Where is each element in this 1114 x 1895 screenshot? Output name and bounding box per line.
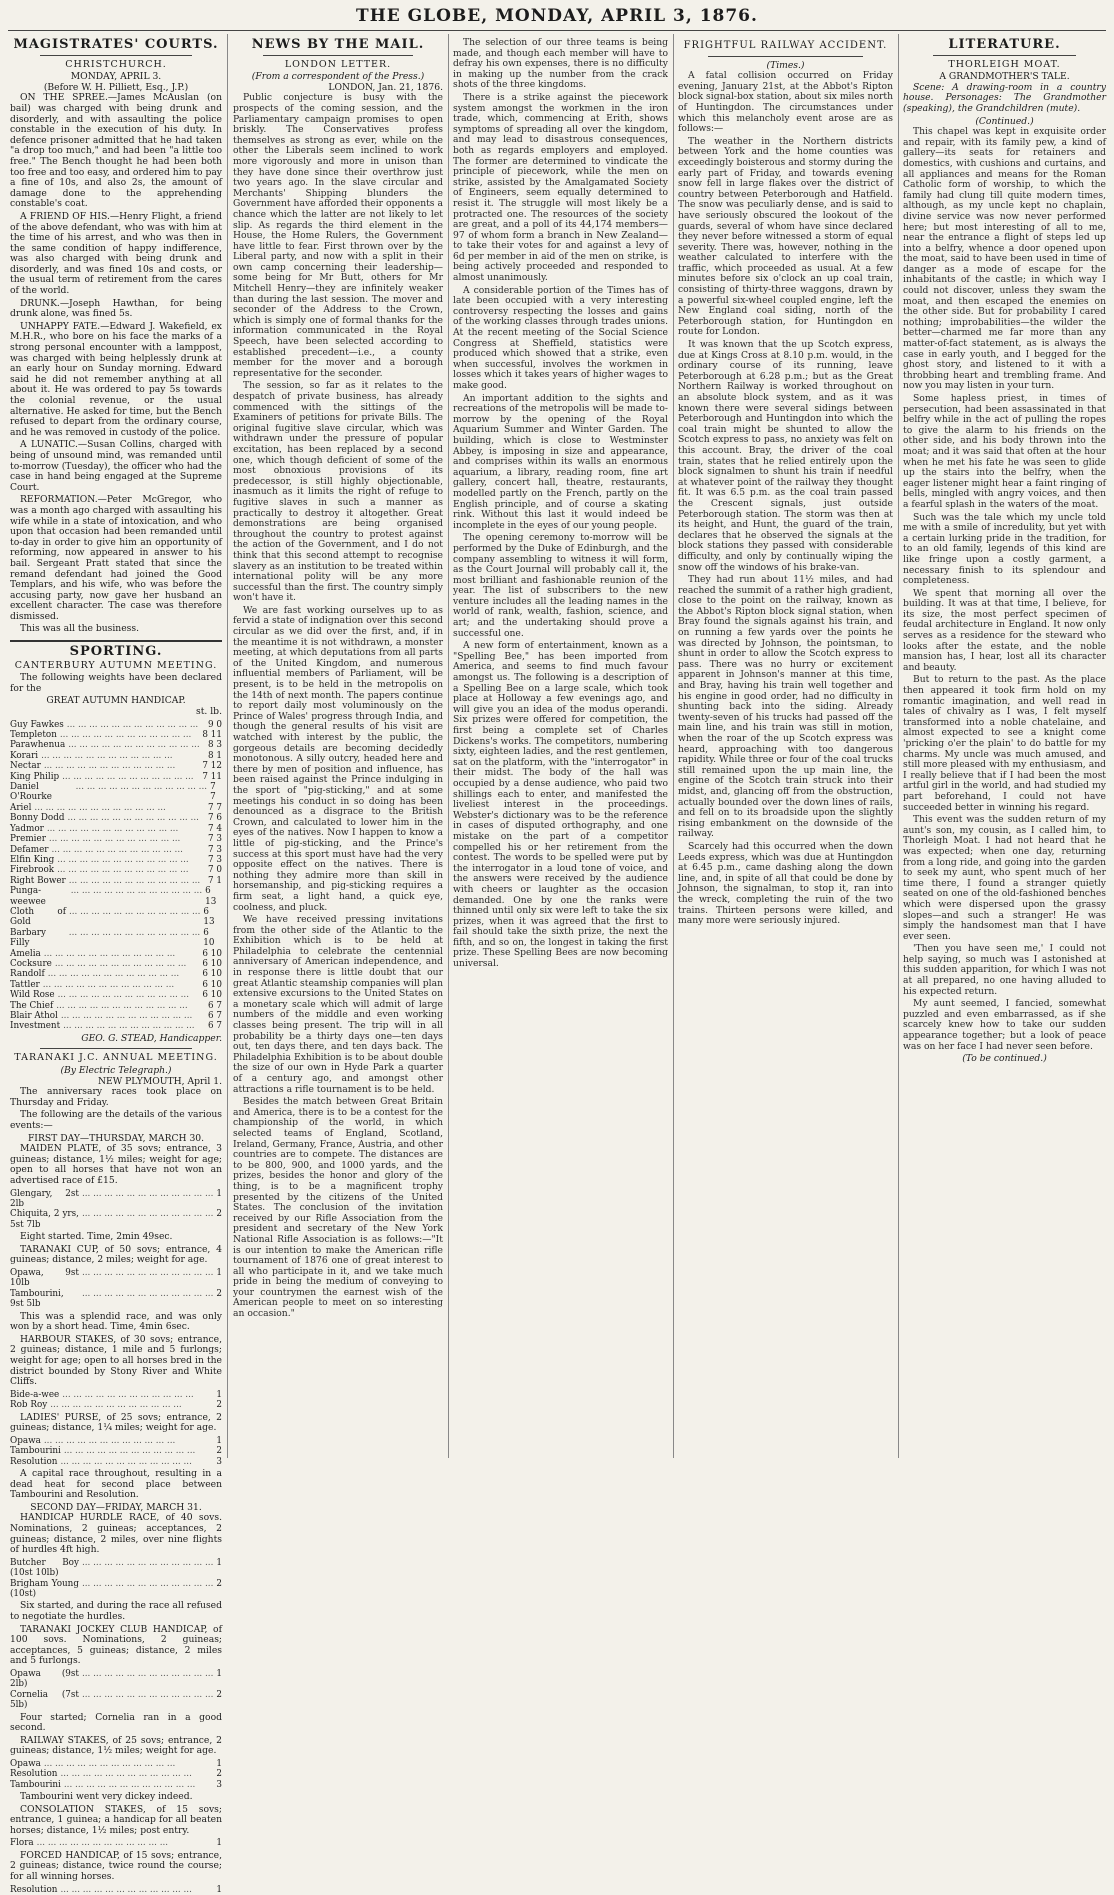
weight-row-value: 6 13: [205, 886, 217, 907]
leader-dots: ... ... ... ... ... ... ... ... ... ... ... ...: [68, 875, 201, 886]
weights-list: [10, 720, 222, 1032]
leader-dots: ... ... ... ... ... ... ... ... ... ... ... ...: [70, 886, 203, 897]
race-results: [10, 1390, 222, 1411]
race-note: This was a splendid race, and was only won by a short head. Time, 4min 6sec.: [10, 1310, 222, 1333]
weight-row: [10, 928, 222, 949]
section-title-literature: LITERATURE.: [948, 37, 1061, 52]
column-news-by-mail: [233, 38, 443, 1458]
result-row-name: Cornelia (7st 5lb): [10, 1689, 79, 1711]
column-divider: [448, 34, 449, 1458]
result-row-name: Opawa (9st 2lb): [10, 1668, 79, 1690]
result-row: [10, 1436, 222, 1446]
leader-dots: ... ... ... ... ... ... ... ... ... ... ... ...: [81, 1209, 214, 1220]
result-row-value: 2: [216, 1446, 222, 1457]
result-row-name: Tambourini: [10, 1779, 61, 1790]
article-paragraph: We have received pressing invitations from the other side of the Atlantic to the Exhibition which is to be held at Philadelphia to celebrate the centennial anniversary of American independence, and in response there is little doubt that our great Atlantic steamship companies will plan extensive excursions to the United States on a monetary scale which will admit of large numbers of the middle and even working classes being present. The trip will in all probability be a thirty days one—ten days out, ten days there, and ten days back. The Philadelphia Exhibition is to be about double the size of our own in Hyde Park a quarter of a century ago, and amongst other attractions a rifle tournament is to be held.: [233, 914, 443, 1095]
weight-row-value: 7 6: [208, 813, 222, 824]
weight-row-name: Tattler: [10, 979, 40, 990]
leader-dots: ... ... ... ... ... ... ... ... ... ... ... ...: [81, 1267, 214, 1278]
result-row: [10, 1669, 222, 1690]
weight-row-value: 9 0: [208, 719, 222, 730]
weight-row: [10, 772, 222, 782]
court-bench: (Before W. H. Pilliett, Esq., J.P.): [43, 81, 189, 93]
result-row-value: 1: [216, 1884, 222, 1895]
weight-row-value: 7 7: [210, 782, 216, 803]
leader-dots: ... ... ... ... ... ... ... ... ... ... ... ...: [42, 979, 175, 990]
story-paragraph: Some hapless priest, in times of persecution, had been assassinated in that belfry while in the act of pulling the ropes to give the alarm to his friends on the other side, and his body thrown into the moat; and it was said that often at the hour when he met his fate he was seen to glide up the stairs into the belfry, when the eager listener might hear a faint ringing of bells, mingled with angry voices, and then a fearful splash in the waters of the moat.: [903, 393, 1106, 510]
leader-dots: ... ... ... ... ... ... ... ... ... ... ... ...: [63, 1446, 196, 1457]
story-paragraph: This event was the sudden return of my aunt's son, my cousin, as I called him, to Thorleigh Moat. I had not heard that he was expected; when one day, returning from a long ride, and going into the garden to seek my aunt, who spent much of her time there, I found a stranger quietly seated on one of the old-fashioned benches which were dispersed upon the grassy slopes—and such a stranger! He was simply the handsomest man that I have ever seen.: [903, 814, 1106, 942]
weight-row: [10, 803, 222, 813]
weight-row: [10, 949, 222, 959]
story-scene: Scene: A drawing-room in a country house. Personages: The Grandmother (speaking), the Grandchildren (mute).: [903, 81, 1106, 114]
leader-dots: ... ... ... ... ... ... ... ... ... ... ... ...: [81, 1689, 214, 1700]
race-note: Eight started. Time, 2min 49sec.: [20, 1231, 173, 1243]
result-row-value: 2: [216, 1689, 222, 1700]
leader-dots: ... ... ... ... ... ... ... ... ... ... ... ...: [81, 1557, 214, 1568]
leader-dots: ... ... ... ... ... ... ... ... ... ... ... ...: [81, 1288, 214, 1299]
result-row-name: Opawa, 9st 10lb: [10, 1267, 79, 1289]
race-results: [10, 1268, 222, 1310]
result-row: [10, 1457, 222, 1467]
result-row: [10, 1579, 222, 1600]
weight-row-name: Elfin King: [10, 854, 55, 865]
weight-row-name: Guy Fawkes: [10, 719, 64, 730]
result-row-name: Butcher Boy (10st 10lb): [10, 1557, 79, 1579]
weight-row-name: Investment: [10, 1021, 61, 1032]
weight-row-value: 8 1: [208, 750, 222, 761]
result-row: [10, 1769, 222, 1779]
weight-row: [10, 886, 222, 907]
race-day-heading: SECOND DAY—FRIDAY, MARCH 31.: [30, 1501, 202, 1513]
leader-dots: ... ... ... ... ... ... ... ... ... ... ... ...: [47, 969, 180, 980]
weight-row-name: King Philip: [10, 771, 60, 782]
result-row-name: Resolution: [10, 1769, 58, 1780]
weight-row-value: 7 12: [202, 761, 222, 772]
leader-dots: ... ... ... ... ... ... ... ... ... ... ... ...: [57, 865, 189, 876]
weight-row-name: Wild Rose: [10, 990, 55, 1001]
result-row: [10, 1446, 222, 1456]
weight-row: [10, 969, 222, 979]
weight-row-name: The Chief: [10, 1000, 54, 1011]
result-row-name: Chiquita, 2 yrs, 5st 7lb: [10, 1209, 79, 1230]
weight-row-value: 6 13: [203, 906, 215, 928]
article-paragraph: The weather in the Northern districts between York and the home counties was exceedingly boisterous and stormy during the early part of Friday, and towards evening snow fell in large flakes over the district of country between Peterborough and Hatfield. The snow was peculiarly dense, and is said to have seriously obscured the lookout of the guards, several of whom have since declared they never before witnessed a storm of equal severity. There was, however, nothing in the weather calculated to interfere with the traffic, which proceeded as usual. At a few minutes before six o'clock an up coal train, consisting of thirty-three waggons, drawn by a powerful six-wheel coupled engine, left the New England coal siding, north of the Peterborough station, for Huntingdon en route for London.: [678, 135, 893, 338]
leader-dots: ... ... ... ... ... ... ... ... ... ... ... ...: [57, 990, 190, 1001]
result-row: [10, 1268, 222, 1289]
to-be-continued: (To be continued.): [962, 1053, 1047, 1065]
weight-row-name: Cloth of Gold: [10, 906, 66, 928]
leader-dots: ... ... ... ... ... ... ... ... ... ... ... ...: [66, 719, 199, 730]
race-description: HARBOUR STAKES, of 30 sovs; entrance, 2 guineas; distance, 1 mile and 5 furlongs; weight for age; open to all horses bred in the district bounded by Stony River and White Cliffs.: [10, 1333, 222, 1388]
weight-row-name: Barbary Filly: [10, 927, 46, 949]
story-paragraph: 'Then you have seen me,' I could not help saying, so much was I astonished at this sudden apparition, for which I was not at all prepared, no one having alluded to his expected return.: [903, 943, 1106, 997]
result-row: [10, 1400, 222, 1410]
weight-row-value: 6 10: [202, 969, 222, 980]
race-description: TARANAKI JOCKEY CLUB HANDICAP, of 100 sovs. Nominations, 2 guineas; acceptances, 5 guineas; distance, 2 miles and 5 furlongs.: [10, 1623, 222, 1667]
divider: [40, 55, 192, 56]
weight-row-name: Ariel: [10, 802, 32, 813]
race-description: CONSOLATION STAKES, of 15 sovs; entrance, 1 guinea; a handicap for all beaten horses; distance, 1½ miles; post entry.: [10, 1803, 222, 1836]
leader-dots: ... ... ... ... ... ... ... ... ... ... ... ...: [59, 730, 192, 741]
story-paragraph: This chapel was kept in exquisite order and repair, with its family pew, a kind of gallery—its seats for retainers and domestics, with cushions and curtains, and all appliances and means for the Roman Catholic form of worship, to which the family had clung till quite modern times, although, as my uncle kept no chaplain, divine service was now never performed here; but most interesting of all to me, near the entrance a flight of steps led up into a belfry, whence a door opened upon the moat, said to have been used in time of danger as a mode of escape for the inhabitants of the castle; in which way I could not discover, unless they swam the moat, and then escaped the enemies on the other side. But for probability I cared nothing; improbabilities—the wilder the better—charmed me far more than any matter-of-fact statement, as is always the case in early youth, and I begged for the ghost story, and listened to it with a throbbing heart and trembling frame. And now you may listen in your turn.: [903, 126, 1106, 392]
result-row-value: 1: [216, 1389, 222, 1400]
leader-dots: ... ... ... ... ... ... ... ... ... ... ... ...: [50, 1400, 182, 1411]
weight-row-value: 7 11: [202, 771, 222, 782]
article-paragraph: Public conjecture is busy with the prospects of the coming session, and the Parliamentary campaign promises to open briskly. The Conservatives profess themselves as strong as ever, while on the other the Liberals seem inclined to work more vigorously and more in unison than they have done since their overthrow just two years ago. In the slave circular and Merchants' Shipping blunders the Government have afforded their opponents a chance which the latter are not likely to let slip. As regards the third element in the House, the Home Rulers, the Government have little to fear. First thrown over by the Liberal party, and now with a split in their own camp concerning their leadership—some being for Mr Butt, others for Mr Mitchell Henry—they are infinitely weaker than during the last session. The mover and seconder of the Address to the Crown, which is simply one of formal thanks for the information communicated in the Royal Speech, have been selected according to established precedent—i.e., a county member for the mover and a borough representative for the seconder.: [233, 92, 443, 379]
result-row-name: Tambourini, 9st 5lb: [10, 1288, 64, 1310]
column-literature: [903, 38, 1106, 1458]
weight-row-name: Defamer: [10, 844, 49, 855]
leader-dots: ... ... ... ... ... ... ... ... ... ... ... ...: [48, 834, 181, 845]
race-results: [10, 1189, 222, 1231]
weight-row-value: 7 7: [208, 802, 222, 813]
race-results: [10, 1759, 222, 1790]
result-row-value: 2: [216, 1769, 222, 1780]
race-description: HANDICAP HURDLE RACE, of 40 sovs. Nominations, 2 guineas; acceptances, 2 guineas; distance, 2 miles, over nine flights of hurdles 4ft high.: [10, 1512, 222, 1556]
divider: [40, 1048, 192, 1049]
article-paragraph: Besides the match between Great Britain and America, there is to be a contest for the championship of the world, in which selected teams of England, Scotland, Ireland, Germany, France, Austria, and other countries are to compete. The distances are to be 800, 900, and 1000 yards, and the prizes, besides the honor and glory of the thing, is to be a magnificent trophy presented by the citizens of the United States. The conclusion of the invitation received by our Rifle Association from the president and secretary of the New York National Rifle Association is as follows:—"It is our intention to make the American rifle tournament of 1876 one of great interest to all who participate in it, and we take much pride in being the medium of conveying to your countrymen the earnest wish of the American people to meet on so interesting an occasion.": [233, 1096, 443, 1320]
weight-row-name: Randolf: [10, 969, 45, 980]
result-row-value: 1: [216, 1758, 222, 1769]
leader-dots: ... ... ... ... ... ... ... ... ... ... ... ...: [63, 1021, 195, 1032]
article-paragraph: A considerable portion of the Times has of late been occupied with a very interesting controversy respecting the losses and gains of the working classes through trades unions. At the recent meeting of the Social Science Congress at Sheffield, statistics were produced which showed that a strike, even when successful, involves the workmen in losses which it takes years of higher wages to make good.: [453, 284, 668, 391]
section-title-magistrates: MAGISTRATES' COURTS.: [13, 37, 219, 52]
weight-row-value: 7 3: [208, 834, 222, 845]
handicap-title: GREAT AUTUMN HANDICAP.: [46, 695, 186, 707]
weight-row: [10, 845, 222, 855]
weight-row-name: Templeton: [10, 730, 57, 741]
result-row-value: 2: [216, 1288, 222, 1299]
leader-dots: ... ... ... ... ... ... ... ... ... ... ... ...: [43, 1758, 176, 1769]
weight-row: [10, 761, 222, 771]
weight-row-value: 7 4: [208, 823, 222, 834]
section-title-news: NEWS BY THE MAIL.: [251, 37, 425, 52]
article-paragraph: The following weights have been declared for the: [10, 672, 222, 694]
race-results: [10, 1838, 222, 1848]
weight-row-value: 6 7: [208, 1000, 222, 1011]
weight-row-name: Firebrook: [10, 865, 55, 876]
weight-row: [10, 824, 222, 834]
weight-row-value: 6 10: [202, 979, 222, 990]
weight-row-name: Premier: [10, 834, 46, 845]
weight-row: [10, 959, 222, 969]
leader-dots: ... ... ... ... ... ... ... ... ... ... ... ...: [81, 1188, 214, 1199]
result-row: [10, 1209, 222, 1230]
article-paragraph: The session, so far as it relates to the despatch of private business, has already commenced with the sittings of the Examiners of petitions for private Bills. The original fugitive slave circular, which was withdrawn under the pressure of popular excitation, has been replaced by a second one, which though deficient of some of the most obnoxious provisions of its predecessor, is still highly objectionable, inasmuch as it limits the right of refuge to fugitive slaves in such a manner as practically to destroy it altogether. Great demonstrations are being organised throughout the country to protest against the action of the Government, and I do not think that this second attempt to recognise slavery as an institution to be treated within international polity will be any more successful than the first. The country simply won't have it.: [233, 380, 443, 604]
result-row-value: 1: [216, 1188, 222, 1199]
race-day-heading: FIRST DAY—THURSDAY, MARCH 30.: [27, 1132, 205, 1144]
leader-dots: ... ... ... ... ... ... ... ... ... ... ... ...: [34, 802, 166, 813]
article-paragraph: A fatal collision occurred on Friday evening, January 21st, at the Abbot's Ripton block signal-box station, about six miles north of Huntingdon. The circumstances under which this melancholy event arose are as follows:—: [678, 70, 893, 135]
court-name: CHRISTCHURCH.: [65, 58, 167, 70]
article-paragraph: We are fast working ourselves up to as fervid a state of indignation over this second circular as we did over the first, and, if in the meantime it is not withdrawn, a monster meeting, at which deputations from all parts of the United Kingdom, and numerous influential members of Parliament, will be present, is to be held in the metropolis on the 14th of next month. The papers continue to report daily most voluminously on the Prince of Wales' progress through India, and though the general results of his visit are watched with interest by the public, the gorgeous details are becoming decidedly monotonous. A silly outcry, headed here and there by men of position and influence, has been raised against the Prince indulging in the sport of "pig-sticking," and at some meetings his conduct in so doing has been denounced as a disgrace to the British Crown, and calculated to lower him in the eyes of the natives. Now I happen to know a little of pig-sticking, and the Prince's success at this sport must have had the very opposite effect on the natives. There is nothing they admire more than skill in horsemanship, and pig-sticking requires a firm seat, a light hand, a quick eye, coolness, and pluck.: [233, 604, 443, 913]
weight-row: [10, 980, 222, 990]
leader-dots: ... ... ... ... ... ... ... ... ... ... ... ...: [67, 813, 199, 824]
article-paragraph: A FRIEND OF HIS.—Henry Flight, a friend of the above defendant, who was with him at the time of his arrest, and who was then in the same condition of happy indifference, was also charged with being drunk and disorderly, and was fined 10s and costs, or the usual term of retirement from the cares of the world.: [10, 210, 222, 297]
weight-row: [10, 1021, 222, 1031]
result-row-name: Resolution: [10, 1884, 58, 1895]
column-railway-accident: [678, 38, 893, 1458]
weight-row-value: 6 7: [208, 1011, 222, 1021]
weight-row-value: 6 10: [203, 927, 215, 949]
weight-row-value: 6 10: [202, 948, 222, 959]
leader-dots: ... ... ... ... ... ... ... ... ... ... ... ...: [60, 1011, 193, 1021]
race-note: Six started, and during the race all refused to negotiate the hurdles.: [10, 1600, 222, 1622]
story-paragraph: We spent that morning all over the building. It was at that time, I believe, for its size, the most perfect specimen of feudal architecture in England. It now only serves as a residence for the steward who looks after the estate, and the noble mansion has, I hear, lost all its character and beauty.: [903, 587, 1106, 673]
leader-dots: ... ... ... ... ... ... ... ... ... ... ... ...: [54, 958, 187, 969]
race-description: RAILWAY STAKES, of 25 sovs; entrance, 2 guineas; distance, 1½ miles; weight for age.: [10, 1734, 222, 1757]
leader-dots: ... ... ... ... ... ... ... ... ... ... ... ...: [43, 1435, 176, 1446]
leader-dots: ... ... ... ... ... ... ... ... ... ... ... ...: [68, 740, 200, 751]
result-row-name: Brigham Young (10st): [10, 1578, 79, 1599]
weight-row-value: 7 0: [208, 865, 222, 876]
story-paragraph: But to return to the past. As the place then appeared it took firm hold on my romantic imagination, and well read in tales of chivalry as I was, I felt myself transformed into a noble chatelaine, and almost expected to see a knight come 'pricking o'er the plain' to do battle for my charms. My uncle was much amused, and still more pleased with my enthusiasm, and I really believe that if I had been the most artful girl in the world, and had studied my part beforehand, I could not have succeeded better in winning his regard.: [903, 674, 1106, 813]
meeting-title: CANTERBURY AUTUMN MEETING.: [14, 659, 218, 671]
weight-row-value: 6 10: [202, 990, 222, 1001]
result-row-value: 1: [216, 1668, 222, 1679]
weight-row-value: 8 3: [208, 740, 222, 751]
leader-dots: ... ... ... ... ... ... ... ... ... ... ... ...: [81, 1578, 214, 1589]
leader-dots: ... ... ... ... ... ... ... ... ... ... ... ...: [63, 1779, 196, 1790]
dateline: NEW PLYMOUTH, April 1.: [97, 1075, 222, 1087]
result-row-value: 3: [216, 1456, 222, 1467]
weight-row-value: 7 3: [208, 844, 222, 855]
leader-dots: ... ... ... ... ... ... ... ... ... ... ... ...: [46, 823, 179, 834]
leader-dots: ... ... ... ... ... ... ... ... ... ... ... ...: [60, 1769, 192, 1780]
result-row-value: 1: [216, 1267, 222, 1278]
weight-row-name: Amelia: [10, 948, 41, 959]
weight-row: [10, 990, 222, 1000]
weight-row: [10, 865, 222, 875]
leader-dots: ... ... ... ... ... ... ... ... ... ... ... ...: [56, 1000, 188, 1011]
handicapper-signature: GEO. G. STEAD, Handicapper.: [81, 1032, 222, 1044]
result-row-name: Rob Roy: [10, 1400, 48, 1411]
article-source: (Times.): [766, 59, 805, 71]
weight-row-name: Bonny Dodd: [10, 813, 65, 824]
weight-row-value: 7 3: [208, 854, 222, 865]
race-results: [10, 1436, 222, 1467]
article-paragraph: This was all the business.: [20, 623, 139, 635]
result-row: [10, 1885, 222, 1895]
result-row-value: 1: [216, 1557, 222, 1568]
leader-dots: ... ... ... ... ... ... ... ... ... ... ... ...: [68, 927, 201, 938]
result-row: [10, 1390, 222, 1400]
story-title: THORLEIGH MOAT.: [948, 58, 1061, 70]
article-paragraph: A LUNATIC.—Susan Collins, charged with being of unsound mind, was remanded until to-morrow (Tuesday), the officer who had the case in hand being engaged at the Supreme Court.: [10, 439, 222, 493]
divider: [708, 56, 863, 57]
column-magistrates-sporting: [10, 37, 222, 1895]
weight-row-name: Parawhenua: [10, 740, 66, 751]
weight-row-name: Blair Athol: [10, 1011, 58, 1021]
race-note: A capital race throughout, resulting in a dead heat for second place between Tambourini and Resolution.: [10, 1467, 222, 1501]
story-paragraph: Such was the tale which my uncle told me with a smile of incredulity, but yet with a certain lurking pride in the tradition, for to an old family, legends of this kind are like fringe upon a costly garment, a necessary finish to its splendour and completeness.: [903, 511, 1106, 587]
leader-dots: ... ... ... ... ... ... ... ... ... ... ... ...: [51, 844, 183, 855]
result-row: [10, 1838, 222, 1848]
result-row: [10, 1289, 222, 1310]
article-paragraph: They had run about 11½ miles, and had reached the summit of a rather high gradient, close to the point on the railway, known as the Abbot's Ripton block signal station, when Bray found the signals against his train, and on running a few yards over the points he was directed by Johnson, the pointsman, to shunt in order to allow the Scotch express to pass. There was no hurry or excitement apparent in Johnson's manner at this time, and Bray, having his train well together and his engine in good order, had no difficulty in shunting back into the siding. Already twenty-seven of his trucks had passed off the main line, and his train was still in motion, when the roar of the up Scotch express was heard, approaching with too dangerous rapidity. While three or four of the coal trucks still remained upon the up main line, the engine of the Scotch train struck into their midst, and, glancing off from the obstruction, actually bounded over the down lines of rails, and fell on to its broadside upon the slightly rising embankment on the downside of the railway.: [678, 574, 893, 840]
column-divider: [227, 34, 228, 1458]
article-paragraph: The anniversary races took place on Thursday and Friday.: [10, 1086, 222, 1108]
leader-dots: ... ... ... ... ... ... ... ... ... ... ... ...: [60, 1884, 192, 1895]
race-description: LADIES' PURSE, of 25 sovs; entrance, 2 guineas; distance, 1¼ miles; weight for age.: [10, 1411, 222, 1434]
weight-row-value: 6 10: [202, 958, 222, 969]
masthead-rule: [8, 30, 1106, 31]
race-results: [10, 1558, 222, 1600]
leader-dots: ... ... ... ... ... ... ... ... ... ... ... ...: [68, 906, 201, 917]
article-paragraph: ON THE SPREE.—James McAuslan (on bail) was charged with being drunk and disorderly, and with assaulting the police constable in the execution of his duty. In defence prisoner admitted that he had taken "a drop too much," and had been "a little too free." The Bench thought he had been both too free and too easy, and ordered him to pay a fine of 10s, and also 2s, the amount of damage done to the apprehending constable's coat.: [10, 92, 222, 210]
story-paragraph: My aunt seemed, I fancied, somewhat puzzled and even embarrassed, as if she scarcely knew how to take our sudden appearance together; but a look of peace was on her face I had never seen before.: [903, 998, 1106, 1052]
leader-dots: ... ... ... ... ... ... ... ... ... ... ... ...: [75, 782, 208, 793]
meeting-title: TARANAKI J.C. ANNUAL MEETING.: [14, 1052, 218, 1064]
section-title-sporting: SPORTING.: [69, 644, 163, 660]
race-note: Four started; Cornelia ran in a good second.: [10, 1711, 222, 1734]
result-row-name: Flora: [10, 1838, 34, 1849]
result-row-value: 2: [216, 1400, 222, 1411]
result-row: [10, 1690, 222, 1711]
race-description: TARANAKI CUP, of 50 sovs; entrance, 4 guineas; distance, 2 miles; weight for age.: [10, 1243, 222, 1266]
article-subtitle: LONDON LETTER.: [284, 58, 392, 70]
result-row-value: 1: [216, 1435, 222, 1446]
result-row: [10, 1558, 222, 1579]
weight-row: [10, 876, 222, 886]
race-description: MAIDEN PLATE, of 35 sovs; entrance, 3 guineas; distance, 1½ miles; weight for age; open to all horses that have not won an advertised race of £15.: [10, 1143, 222, 1186]
weight-row: [10, 782, 222, 803]
weight-row-value: 7 1: [208, 875, 222, 886]
weight-row: [10, 740, 222, 750]
masthead: THE GLOBE, MONDAY, APRIL 3, 1876.: [356, 6, 758, 26]
race-note: Tambourini went very dickey indeed.: [20, 1791, 193, 1803]
article-paragraph: DRUNK.—Joseph Hawthan, for being drunk alone, was fined 5s.: [10, 297, 222, 320]
result-row: [10, 1759, 222, 1769]
weight-row-name: Yadmor: [10, 823, 44, 834]
weight-row-name: Punga-weewee: [10, 886, 46, 907]
article-paragraph: The following are the details of the various events:—: [10, 1109, 222, 1131]
story-subtitle: A GRANDMOTHER'S TALE.: [939, 71, 1070, 83]
result-row-name: Tambourini: [10, 1446, 61, 1457]
telegraph-note: (By Electric Telegraph.): [60, 1065, 172, 1076]
column-divider: [898, 34, 899, 1458]
result-row-name: Resolution: [10, 1456, 58, 1467]
continued-note: (Continued.): [975, 115, 1034, 127]
section-rule: [10, 640, 222, 642]
weight-row-value: 8 11: [202, 730, 222, 741]
weight-row-name: Cocksure: [10, 958, 52, 969]
weight-row-name: Nectar: [10, 761, 41, 772]
weight-row: [10, 813, 222, 823]
weight-row: [10, 720, 222, 730]
weight-row: [10, 730, 222, 740]
court-date: MONDAY, APRIL 3.: [70, 71, 162, 83]
article-paragraph: A new form of entertainment, known as a "Spelling Bee," has been imported from America, and seems to find much favour amongst us. The following is a description of a Spelling Bee on a large scale, which took place at Holloway a few evenings ago, and will give you an idea of the modus operandi. Six prizes were offered for competition, the first being a complete set of Charles Dickens's works. The competitors, numbering sixty, eighteen ladies, and the rest gentlemen, sat on the platform, with the "interrogator" in their midst. The body of the hall was occupied by a dense audience, who paid two shillings each to enter, and manifested the liveliest interest in the proceedings. Webster's dictionary was to be the reference in cases of disputed orthography, and one mistake on the part of a competitor compelled his or her retirement from the contest. The words to be spelled were put by the interrogator in a loud tone of voice, and the answers were received by the audience with cheers or laughter as the occasion demanded. One by one the ranks were thinned until only six were left to take the six prizes, when it was agreed that the first to fail should take the sixth prize, the next the fifth, and so on, the longest in taking the first prize. These Spelling Bees are now becoming universal.: [453, 640, 668, 970]
result-row-name: Bide-a-wee: [10, 1389, 60, 1400]
weight-row: [10, 907, 222, 928]
result-row: [10, 1189, 222, 1210]
article-paragraph: The opening ceremony to-morrow will be performed by the Duke of Edinburgh, and the company assembling to witness it will form, as the Court Journal will probably call it, the most brilliant and fashionable reunion of the year. The list of subscribers to the new venture includes all the leading names in the world of rank, wealth, fashion, science, and art; and the undertaking should prove a successful one.: [453, 532, 668, 639]
weight-row-name: Korari: [10, 750, 39, 761]
article-paragraph: There is a strike against the piecework system amongst the workmen in the iron trade, which, commencing at Erith, shows symptoms of spreading all over the kingdom, and may lead to disastrous consequences, both as regards employers and employed. The former are determined to vindicate the principle of piecework, while the men on strike, assisted by the Amalgamated Society of Engineers, seem equally determined to resist it. The struggle will most likely be a protracted one. The resources of the society are great, and a poll of its 44,174 members—97 of whom form a branch in New Zealand—to take their votes for and against a levy of 6d per member in aid of the men on strike, is being actively proceeded and responded to almost unanimously.: [453, 91, 668, 284]
leader-dots: ... ... ... ... ... ... ... ... ... ... ... ...: [41, 750, 173, 761]
weight-row: [10, 1011, 222, 1021]
leader-dots: ... ... ... ... ... ... ... ... ... ... ... ...: [62, 771, 194, 782]
leader-dots: ... ... ... ... ... ... ... ... ... ... ... ...: [36, 1838, 169, 1849]
dateline: LONDON, Jan. 21, 1876.: [328, 81, 443, 93]
leader-dots: ... ... ... ... ... ... ... ... ... ... ... ...: [62, 1389, 194, 1400]
result-row: [10, 1780, 222, 1790]
leader-dots: ... ... ... ... ... ... ... ... ... ... ... ...: [43, 948, 176, 959]
result-row-value: 2: [216, 1578, 222, 1589]
leader-dots: ... ... ... ... ... ... ... ... ... ... ... ...: [81, 1668, 214, 1679]
weight-row-name: Daniel O'Rourke: [10, 782, 52, 803]
race-description: FORCED HANDICAP, of 15 sovs; entrance, 2 guineas; distance, twice round the course; for all winning horses.: [10, 1849, 222, 1883]
article-paragraph: It was known that the up Scotch express, due at Kings Cross at 8.10 p.m. would, in the ordinary course of its running, leave Peterborough at 6.28 p.m.; but as the Great Northern Railway is worked throughout on an absolute block system, and as it was known there were several sidings between Peterborough and Huntingdon into which the coal train might be shunted to allow the Scotch express to pass, no anxiety was felt on this account. Bray, the driver of the coal train, states that he relied entirely upon the block signalmen to shunt his train if needful at whatever point of the railway they thought fit. It was 6.5 p.m. as the coal train passed the Crescent signals, just outside Peterborough station. The storm was then at its height, and Hunt, the guard of the train, declares that he observed the signals at the block stations they passed with considerable difficulty, and only by continually wiping the snow off the windows of his brake-van.: [678, 339, 893, 573]
leader-dots: ... ... ... ... ... ... ... ... ... ... ... ...: [57, 854, 189, 865]
article-paragraph: REFORMATION.—Peter McGregor, who was a month ago charged with assaulting his wife while in a state of intoxication, and who upon that occasion had been remanded until to-day in order to give him an opportunity of reforming, now appeared in answer to his bail. Sergeant Pratt stated that since the remand defendant had joined the Good Templars, and his wife, who was before the accusing party, now gave her husband an excellent character. The case was therefore dismissed.: [10, 494, 222, 622]
column-news-continued: [453, 38, 668, 1458]
article-paragraph: UNHAPPY FATE.—Edward J. Wakefield, ex M.H.R., who bore on his face the marks of a strong personal encounter with a lamppost, was charged with being helplessly drunk at an early hour on Sunday morning. Edward said he did not remember anything at all about it. He was ordered to pay 5s towards the colonial revenue, or the usual alternative. He asked for time, but the Bench refused to depart from the ordinary course, and he was removed in custody of the police.: [10, 320, 222, 438]
divider: [263, 55, 413, 56]
leader-dots: ... ... ... ... ... ... ... ... ... ... ... ...: [60, 1456, 192, 1467]
race-results: [10, 1669, 222, 1711]
section-title-railway: FRIGHTFUL RAILWAY ACCIDENT.: [683, 40, 888, 51]
byline: (From a correspondent of the Press.): [251, 71, 425, 83]
weight-row: [10, 751, 222, 761]
column-divider: [673, 34, 674, 1458]
article-paragraph: An important addition to the sights and recreations of the metropolis will be made to-morrow by the opening of the Royal Aquarium Summer and Winter Garden. The building, which is close to Westminster Abbey, is imposing in size and appearance, and comprises within its walls an enormous aquarium, a library, reading room, fine art gallery, concert hall, theatre, restaurants, modelled partly on the French, partly on the English principle, and of course a skating rink. Without this last it would indeed be incomplete in the eyes of our young people.: [453, 392, 668, 531]
result-row-name: Opawa: [10, 1435, 41, 1446]
divider: [933, 55, 1076, 56]
result-row-value: 2: [216, 1209, 222, 1220]
weight-row-value: 6 7: [208, 1021, 222, 1032]
weight-row-name: Right Bower: [10, 875, 66, 886]
unit-header: st. lb.: [196, 706, 222, 718]
article-paragraph: The selection of our three teams is being made, and though each member will have to defray his own expenses, there is no difficulty in making up the number from the crack shots of the three kingdoms.: [453, 37, 668, 91]
weight-row: [10, 855, 222, 865]
result-row-name: Glengary, 2st 2lb: [10, 1188, 79, 1209]
result-row-name: Opawa: [10, 1758, 41, 1769]
race-results: [10, 1885, 222, 1895]
article-paragraph: Scarcely had this occurred when the down Leeds express, which was due at Huntingdon at 6.45 p.m., came dashing along the down line, and, in spite of all that could be done by Johnson, the signalman, to stop it, ran into the wreck, completing the ruin of the two trains. Thirteen persons were killed, and many more were seriously injured.: [678, 840, 893, 927]
weight-row: [10, 1001, 222, 1011]
result-row-value: 1: [216, 1838, 222, 1849]
weight-row: [10, 834, 222, 844]
result-row-value: 3: [216, 1779, 222, 1790]
leader-dots: ... ... ... ... ... ... ... ... ... ... ... ...: [43, 761, 176, 772]
